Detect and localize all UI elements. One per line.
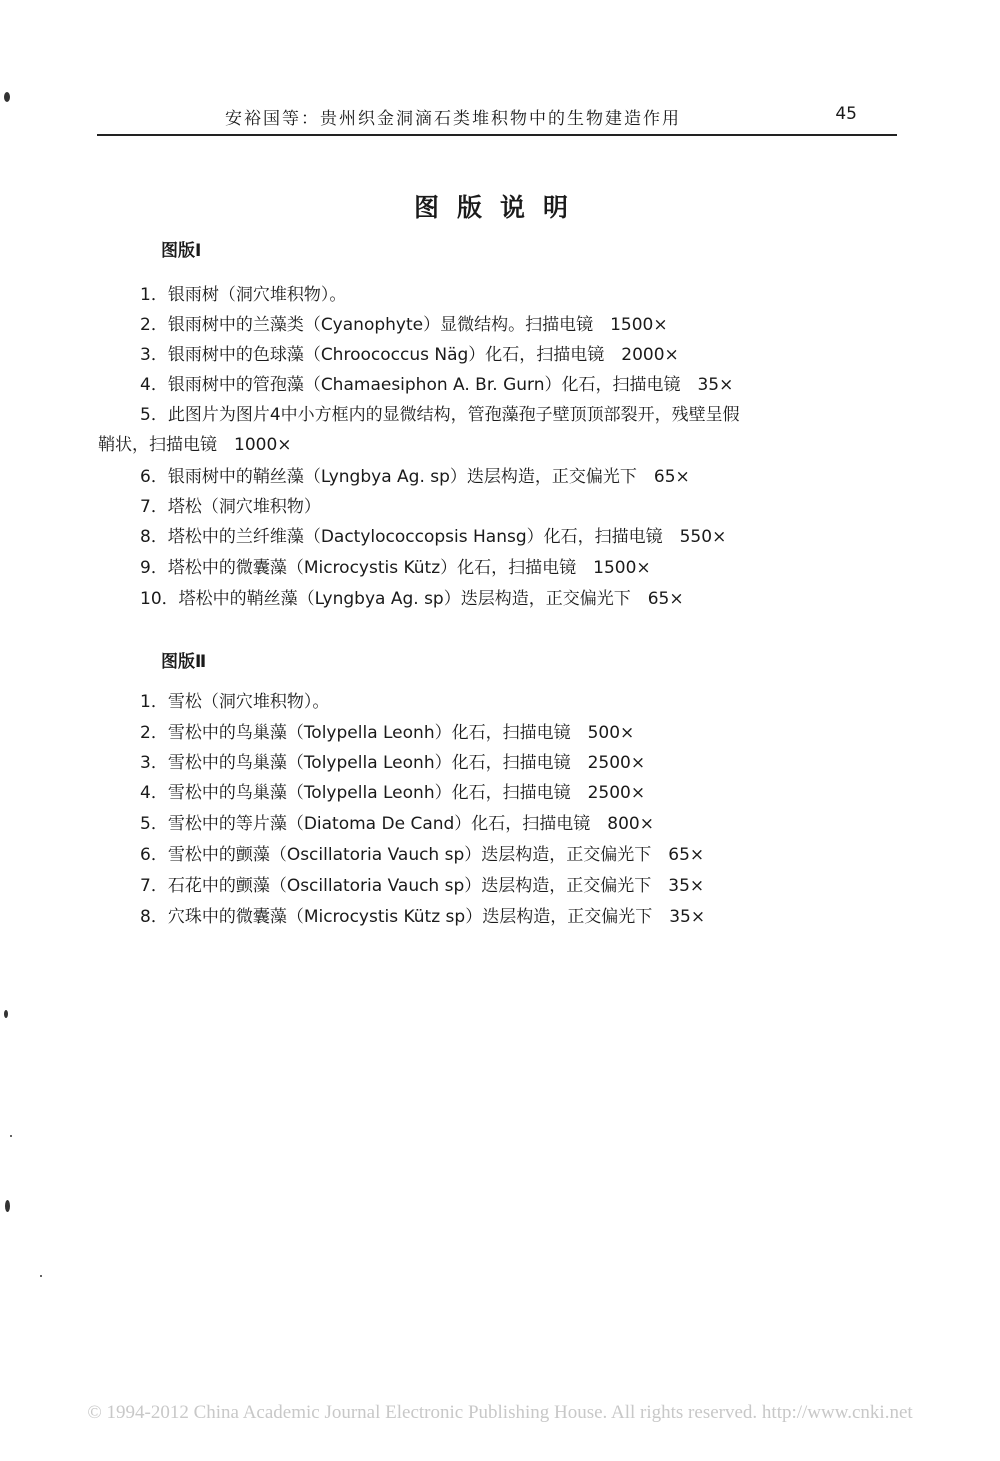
plate-1-item-3: 3．银雨树中的色球藻（Chroococcus Nӓg）化石，扫描电镜 2000× (140, 345, 679, 365)
plate-2-item-4: 4．雪松中的鸟巢藻（Tolypella Leonh）化石，扫描电镜 2500× (140, 783, 646, 803)
plate-2-item-3: 3．雪松中的鸟巢藻（Tolypella Leonh）化石，扫描电镜 2500× (140, 753, 646, 773)
plate-1-item-10: 10．塔松中的鞘丝藻（Lyngbya Ag. sp）迭层构造，正交偏光下 65× (140, 589, 684, 609)
plate-1-item-5: 5．此图片为图片4中小方框内的显微结构，管孢藻孢子壁顶顶部裂开，残壁呈假 (140, 405, 740, 425)
plate-1-item-9: 9．塔松中的微囊藻（Microcystis Kütz）化石，扫描电镜 1500× (140, 558, 651, 578)
plate-2-item-8: 8．穴珠中的微囊藻（Microcystis Kütz sp）迭层构造，正交偏光下 35× (140, 907, 706, 927)
page-number: 45 (835, 104, 857, 124)
scan-speck (10, 1135, 12, 1137)
plate-1-item-1: 1．银雨树（洞穴堆积物）。 (140, 285, 347, 305)
plate-1-heading: 图版Ⅰ (161, 241, 202, 261)
plate-1-item-5-continued: 鞘状，扫描电镜 1000× (98, 435, 292, 455)
scan-speck (40, 1275, 42, 1277)
scan-speck (4, 92, 10, 102)
scan-speck (5, 1200, 10, 1212)
scan-speck (4, 1010, 8, 1018)
plate-2-item-2: 2．雪松中的鸟巢藻（Tolypella Leonh）化石，扫描电镜 500× (140, 723, 635, 743)
running-header (97, 100, 897, 136)
running-header-title: 安裕国等：贵州织金洞滴石类堆积物中的生物建造作用 (225, 109, 681, 129)
plate-1-item-2: 2．银雨树中的兰藻类（Cyanophyte）显微结构。扫描电镜 1500× (140, 315, 668, 335)
copyright-footer: © 1994-2012 China Academic Journal Electronic Publishing House. All rights reserved. http://www.cnki.net (87, 1402, 913, 1423)
plate-2-item-5: 5．雪松中的等片藻（Diatoma De Cand）化石，扫描电镜 800× (140, 814, 654, 834)
plate-explanation-title: 图版说明 (413, 193, 586, 222)
plate-2-item-7: 7．石花中的颤藻（Oscillatoria Vauch sp）迭层构造，正交偏光下 35× (140, 876, 705, 896)
plate-1-item-8: 8．塔松中的兰纤维藻（Dactylococcopsis Hansg）化石，扫描电镜 550× (140, 527, 727, 547)
plate-1-item-4: 4．银雨树中的管孢藻（Chamaesiphon A. Br. Gurn）化石，扫描电镜 35× (140, 375, 734, 395)
plate-2-item-1: 1．雪松（洞穴堆积物）。 (140, 692, 330, 712)
plate-1-item-6: 6．银雨树中的鞘丝藻（Lyngbya Ag. sp）迭层构造，正交偏光下 65× (140, 467, 690, 487)
plate-2-item-6: 6．雪松中的颤藻（Oscillatoria Vauch sp）迭层构造，正交偏光下 65× (140, 845, 705, 865)
plate-2-heading: 图版Ⅱ (161, 652, 207, 672)
plate-1-item-7: 7．塔松（洞穴堆积物） (140, 497, 321, 517)
